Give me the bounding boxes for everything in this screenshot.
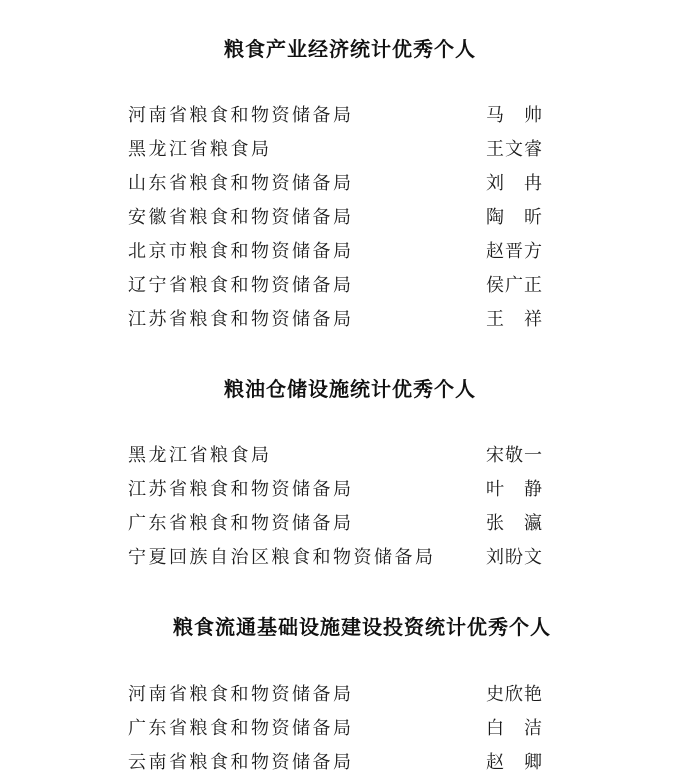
person-name: 侯广正 <box>486 275 542 296</box>
person-name: 白 洁 <box>486 718 542 739</box>
section-title: 粮食产业经济统计优秀个人 <box>224 37 476 61</box>
person-name: 赵 卿 <box>486 752 542 773</box>
organization: 黑龙江省粮食局 <box>128 139 272 160</box>
list-item <box>0 441 700 475</box>
organization: 安徽省粮食和物资储备局 <box>128 207 354 228</box>
organization: 辽宁省粮食和物资储备局 <box>128 275 354 296</box>
person-name: 陶 昕 <box>486 207 542 228</box>
organization: 山东省粮食和物资储备局 <box>128 173 354 194</box>
person-name: 叶 静 <box>486 479 542 500</box>
organization: 宁夏回族自治区粮食和物资储备局 <box>128 547 436 568</box>
list-item <box>0 135 700 169</box>
organization: 广东省粮食和物资储备局 <box>128 513 354 534</box>
person-name: 刘盼文 <box>486 547 542 568</box>
section-title: 粮食流通基础设施建设投资统计优秀个人 <box>173 615 551 639</box>
organization: 江苏省粮食和物资储备局 <box>128 309 354 330</box>
organization: 北京市粮食和物资储备局 <box>128 241 354 262</box>
person-name: 马 帅 <box>486 105 542 126</box>
organization: 河南省粮食和物资储备局 <box>128 684 354 705</box>
list-item <box>0 271 700 305</box>
list-item <box>0 237 700 271</box>
list-item <box>0 509 700 543</box>
person-name: 史欣艳 <box>486 684 542 705</box>
organization: 江苏省粮食和物资储备局 <box>128 479 354 500</box>
list-item <box>0 169 700 203</box>
organization: 云南省粮食和物资储备局 <box>128 752 354 773</box>
person-name: 王文睿 <box>486 139 542 160</box>
list-item <box>0 714 700 748</box>
person-name: 赵晋方 <box>486 241 542 262</box>
list-item <box>0 101 700 135</box>
organization: 黑龙江省粮食局 <box>128 445 272 466</box>
section-title: 粮油仓储设施统计优秀个人 <box>224 377 476 401</box>
list-item <box>0 305 700 339</box>
person-name: 王 祥 <box>486 309 542 330</box>
list-item <box>0 543 700 577</box>
organization: 广东省粮食和物资储备局 <box>128 718 354 739</box>
person-name: 刘 冉 <box>486 173 542 194</box>
list-item <box>0 203 700 237</box>
list-item <box>0 748 700 782</box>
organization: 河南省粮食和物资储备局 <box>128 105 354 126</box>
person-name: 张 瀛 <box>486 513 542 534</box>
list-item <box>0 475 700 509</box>
person-name: 宋敬一 <box>486 445 542 466</box>
list-item <box>0 680 700 714</box>
